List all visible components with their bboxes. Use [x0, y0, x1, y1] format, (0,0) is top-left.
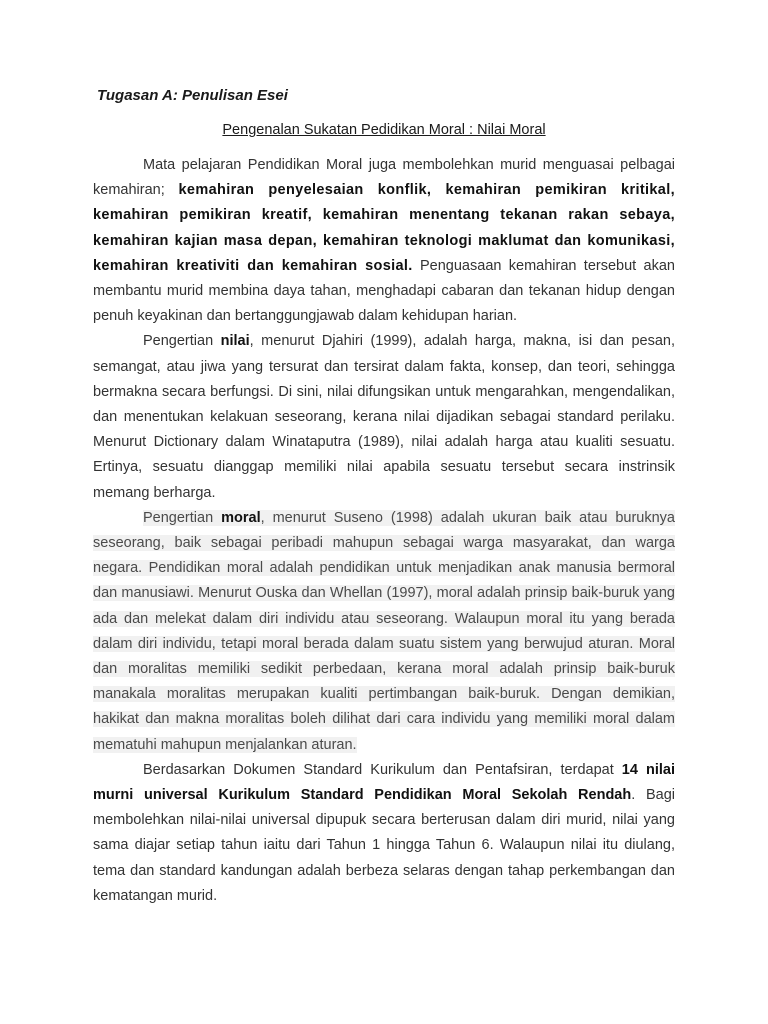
paragraph-bold-text: kemahiran penyelesaian konflik, kemahiran pemikiran kritikal, kemahiran pemikiran kreatif, kemahiran menentang tekanan rakan sebaya, kemahiran kajian masa depan, kemahiran teknologi maklumat dan komunikasi, kemahiran kreativiti dan kemahiran sosial. [93, 182, 675, 274]
paragraph-text: Mata pelajaran Pendidikan Moral juga membolehkan murid menguasai pelbagai kemahiran; [93, 157, 675, 199]
task-title: Tugasan A: Penulisan Esei [97, 87, 288, 104]
paragraph-text: Pengertian [143, 509, 222, 526]
paragraph-nilai-murni [93, 758, 675, 909]
paragraph-text: Penguasaan kemahiran tersebut akan membantu murid membina daya tahan, menghadapi cabaran dan tekanan hidup dengan penuh keyakinan dan bertanggungjawab dalam kehidupan harian. [93, 257, 675, 325]
paragraph-text: , menurut Djahiri (1999), adalah harga, makna, isi dan pesan, semangat, atau jiwa yang tersurat dan tersirat dalam fakta, konsep, dan teori, sehingga bermakna secara berfungsi. Di sini, nilai difungsikan untuk mengarahkan, mengendalikan, dan menentukan kelakuan seseorang, kerana nilai dijadikan sebagai standard perilaku. Menurut Dictionary dalam Winataputra (1989), nilai adalah harga atau kualiti sesuatu. Ertinya, sesuatu dianggap memiliki nilai apabila sesuatu tersebut secara instrinsik memang berharga. [93, 333, 675, 501]
paragraph-text: , menurut Suseno (1998) adalah ukuran baik atau buruknya seseorang, baik sebagai peribadi mahupun sebagai warga masyarakat, dan warga negara. Pendidikan moral adalah pendidikan untuk menjadikan anak manusia bermoral dan manusiawi. Menurut Ouska dan Whellan (1997), moral adalah prinsip baik-buruk yang ada dan melekat dalam diri individu atau seseorang. Walaupun moral itu yang berada dalam diri individu, tetapi moral berada dalam suatu sistem yang berwujud aturan. Moral dan moralitas memiliki sedikit perbedaan, kerana moral adalah prinsip baik-buruk manakala moralitas merupakan kualiti pertimbangan baik-buruk. Dengan demikian, hakikat dan makna moralitas boleh dilihat dari cara individu yang memiliki moral dalam mematuhi mahupun menjalankan aturan. [93, 509, 675, 753]
paragraph-text: Pengertian [143, 333, 221, 350]
paragraph-skills [93, 153, 675, 329]
paragraph-text: Berdasarkan Dokumen Standard Kurikulum dan Pentafsiran, terdapat [143, 761, 622, 778]
paragraph-moral [93, 506, 675, 758]
paragraph-bold-text: 14 nilai murni universal Kurikulum Standard Pendidikan Moral Sekolah Rendah [93, 761, 675, 804]
paragraph-text: . Bagi membolehkan nilai-nilai universal dipupuk secara berterusan dalam diri murid, nilai yang sama diajar setiap tahun iaitu dari Tahun 1 hingga Tahun 6. Walaupun nilai itu diulang, tema dan standard kandungan adalah berbeza selaras dengan tahap perkembangan dan kematangan murid. [93, 787, 675, 904]
paragraph-bold-text: moral [221, 509, 261, 526]
document-title: Pengenalan Sukatan Pedidikan Moral : Nilai Moral [222, 122, 546, 138]
paragraph-nilai [93, 329, 675, 505]
paragraph-bold-text: nilai [220, 333, 250, 350]
